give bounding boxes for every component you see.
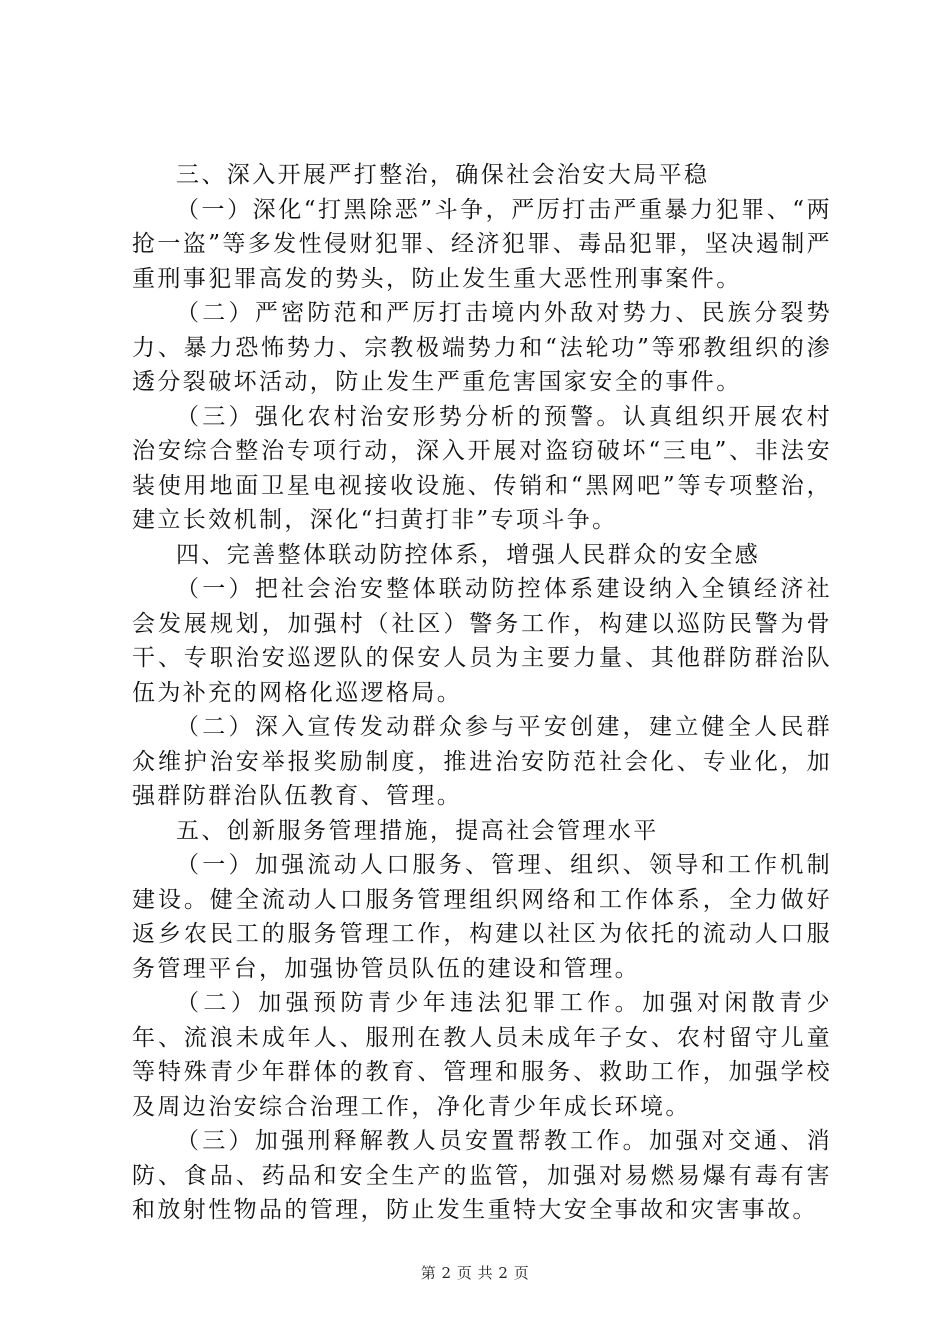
section-3-item-1: （一）深化“打黑除恶”斗争，严厉打击严重暴力犯罪、“两抢一盗”等多发性侵财犯罪、经济犯罪、毒品犯罪，坚决遏制严重刑事犯罪高发的势头，防止发生重大恶性刑事案件。 <box>132 196 832 292</box>
section-5-item-2: （二）加强预防青少年违法犯罪工作。加强对闲散青少年、流浪未成年人、服刑在教人员未成年子女、农村留守儿童等特殊青少年群体的教育、管理和服务、救助工作，加强学校及周边治安综合治理工作，净化青少年成长环境。 <box>132 990 832 1120</box>
page-number-label: 第 2 页 共 2 页 <box>420 1264 530 1282</box>
section-5-item-1: （一）加强流动人口服务、管理、组织、领导和工作机制建设。健全流动人口服务管理组织网络和工作体系，全力做好返乡农民工的服务管理工作，构建以社区为依托的流动人口服务管理平台，加强协管员队伍的建设和管理。 <box>132 852 832 982</box>
section-heading-4: 四、完善整体联动防控体系，增强人民群众的安全感 <box>176 541 761 568</box>
document-body <box>132 158 832 1228</box>
section-4-item-2: （二）深入宣传发动群众参与平安创建，建立健全人民群众维护治安举报奖励制度，推进治安防范社会化、专业化，加强群防群治队伍教育、管理。 <box>132 714 832 809</box>
section-heading-5: 五、创新服务管理措施，提高社会管理水平 <box>176 817 659 844</box>
section-3-item-2: （二）严密防范和严厉打击境内外敌对势力、民族分裂势力、暴力恐怖势力、宗教极端势力和“法轮功”等邪教组织的渗透分裂破坏活动，防止发生严重危害国家安全的事件。 <box>132 300 832 395</box>
section-heading-3: 三、深入开展严打整治，确保社会治安大局平稳 <box>176 162 710 188</box>
page-footer <box>0 1262 950 1283</box>
section-5-item-3: （三）加强刑释解教人员安置帮教工作。加强对交通、消防、食品、药品和安全生产的监管，加强对易燃易爆有毒有害和放射性物品的管理，防止发生重特大安全事故和灾害事故。 <box>132 1128 832 1223</box>
section-3-item-3: （三）强化农村治安形势分析的预警。认真组织开展农村治安综合整治专项行动，深入开展对盗窃破坏“三电”、非法安装使用地面卫星电视接收设施、传销和“黑网吧”等专项整治，建立长效机制，深化“扫黄打非”专项斗争。 <box>132 403 832 533</box>
section-4-item-1: （一）把社会治安整体联动防控体系建设纳入全镇经济社会发展规划，加强村（社区）警务工作，构建以巡防民警为骨干、专职治安巡逻队的保安人员为主要力量、其他群防群治队伍为补充的网格化巡逻格局。 <box>132 576 832 706</box>
